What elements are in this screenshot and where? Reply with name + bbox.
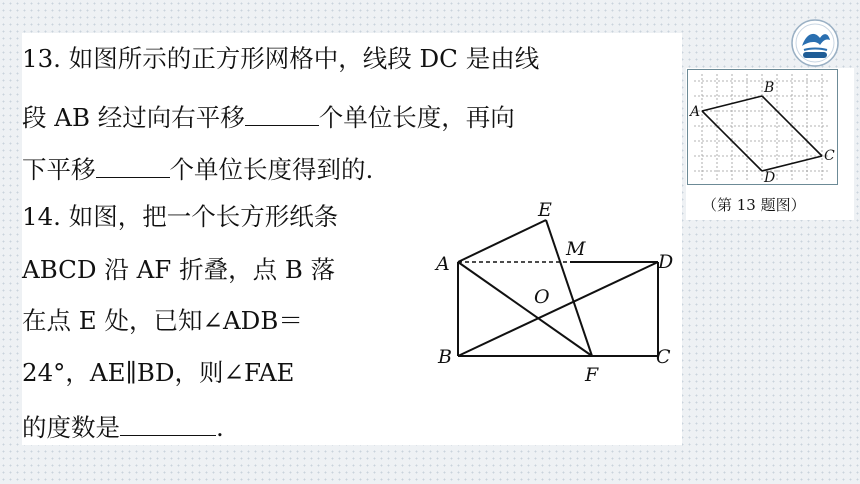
q13-line-1: 13. 如图所示的正方形网格中，线段 DC 是由线 [22, 44, 540, 73]
label-B: B [438, 346, 452, 368]
grid-label-D: D [764, 170, 776, 184]
label-F: F [585, 364, 599, 386]
label-D: D [658, 251, 674, 273]
label-M: M [566, 238, 586, 260]
publisher-logo-icon [790, 18, 840, 68]
question-panel [22, 33, 682, 445]
fold-line-AF [458, 262, 592, 356]
q14-line-5-end: . [216, 413, 224, 442]
q14-line-1: 14. 如图，把一个长方形纸条 [22, 202, 339, 231]
q14-line-2: ABCD 沿 AF 折叠，点 B 落 [22, 255, 336, 284]
label-C: C [656, 346, 671, 368]
grid-diagram [688, 70, 837, 184]
grid-label-C: C [824, 148, 835, 164]
square-grid [687, 69, 838, 185]
q13-line-3-end: 个单位长度得到的. [169, 155, 374, 184]
grid-label-B: B [764, 80, 775, 96]
q13-line-3-start: 下平移 [22, 155, 96, 184]
q13-line-2-start: 段 AB 经过向右平移 [22, 103, 245, 132]
label-E: E [538, 199, 552, 221]
figure-13-panel [686, 68, 854, 220]
grid-label-A: A [690, 104, 701, 120]
label-A: A [436, 253, 450, 275]
figure-13-caption: （第 13 题图） [702, 196, 806, 214]
q14-line-3: 在点 E 处，已知∠ADB＝ [22, 306, 303, 335]
q13-line-2-end: 个单位长度，再向 [318, 103, 515, 132]
diagonal-BD [458, 262, 658, 356]
fold-diagram [22, 33, 682, 445]
q14-line-4: 24°，AE∥BD，则∠FAE [22, 358, 295, 387]
edge-AE [458, 220, 546, 262]
label-O: O [534, 286, 550, 308]
q14-line-5-start: 的度数是 [22, 413, 120, 442]
